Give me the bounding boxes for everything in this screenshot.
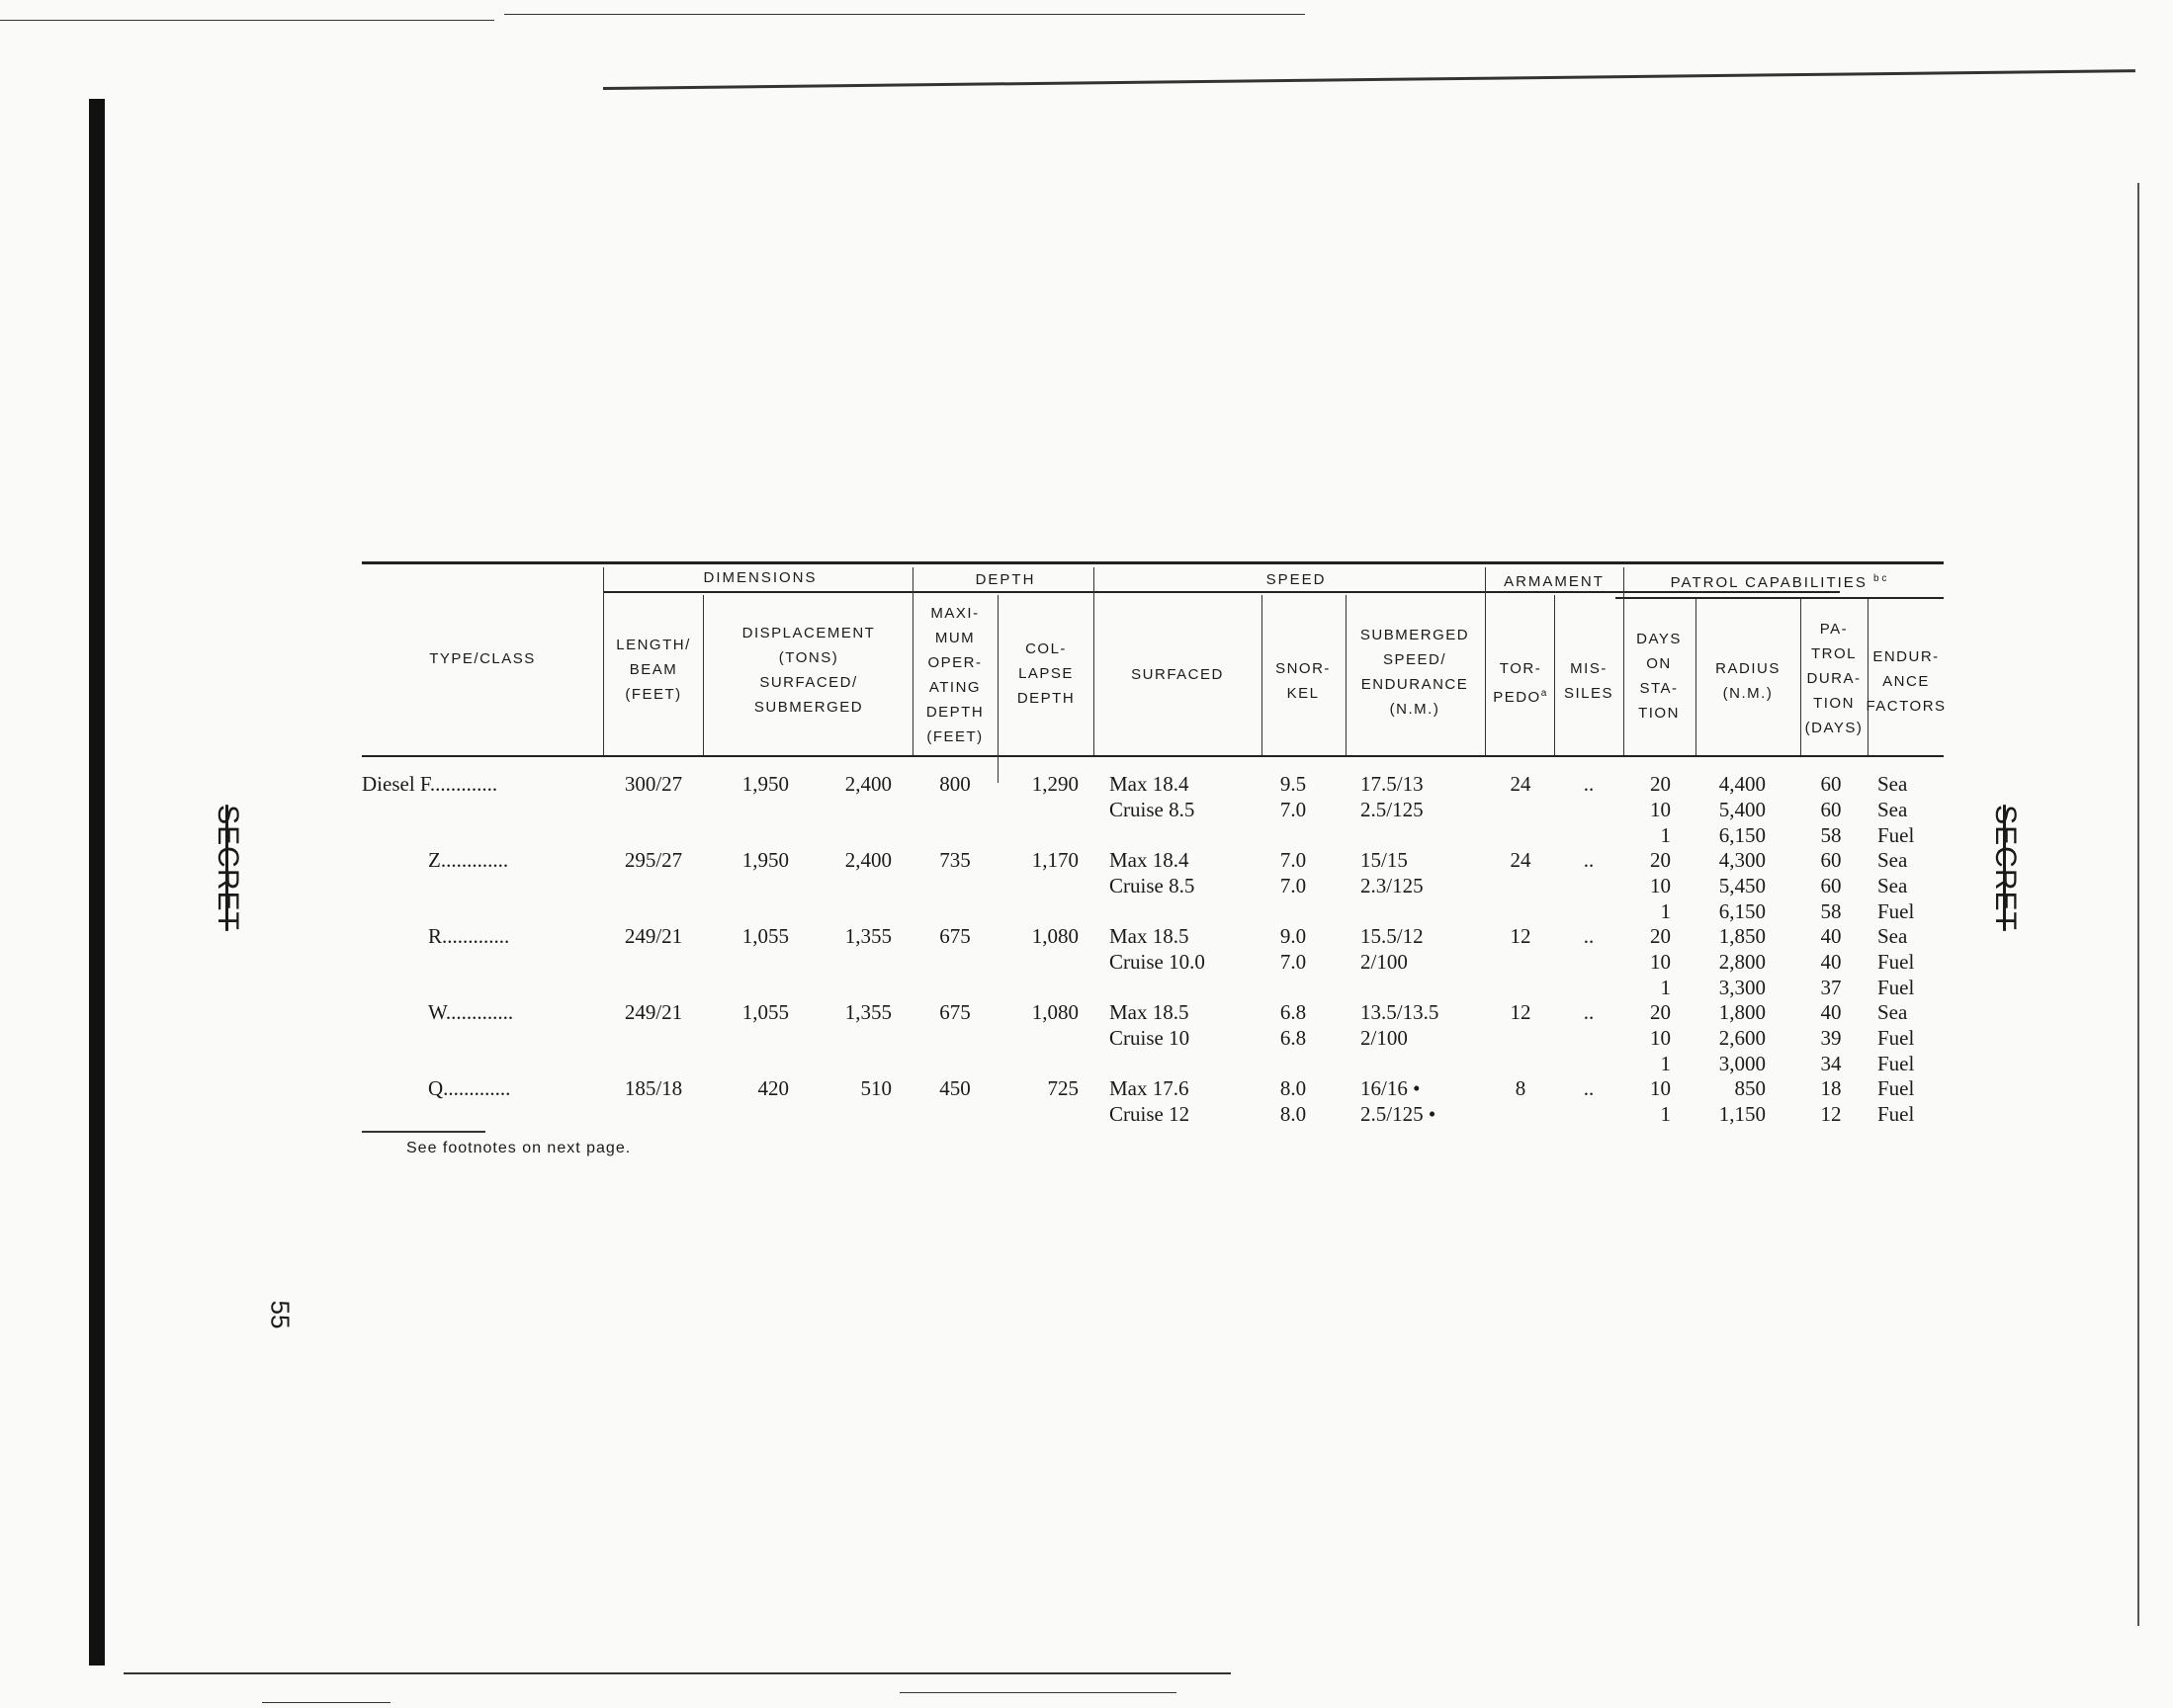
max-depth-cell: 675 (939, 924, 971, 948)
missiles-cell: .. (1583, 848, 1595, 872)
group-armament: ARMAMENT (1504, 573, 1605, 590)
endurance-factor-cell: Sea (1877, 848, 1908, 872)
submerged-speed-cell: 15.5/12 (1360, 924, 1424, 948)
col-divider (1346, 595, 1347, 755)
missiles-cell: .. (1583, 924, 1595, 948)
displacement-submerged-cell: 1,355 (844, 1000, 892, 1024)
col-divider (703, 595, 704, 755)
group-dimensions: DIMENSIONS (703, 569, 818, 586)
header-radius: RADIUS (N.M.) (1715, 660, 1781, 702)
col-divider (1554, 595, 1555, 755)
days-on-station-cell: 20 (1650, 924, 1671, 948)
surfaced-speed-cell: Max 18.5 (1109, 1000, 1189, 1024)
submerged-speed-cell: 16/16 • (1360, 1076, 1421, 1100)
submerged-speed-cell: 2/100 (1360, 949, 1408, 974)
length-beam-cell: 185/18 (624, 1076, 683, 1100)
header-max-depth: MAXI- MUM OPER- ATING DEPTH (FEET) (925, 605, 985, 745)
patrol-duration-cell: 12 (1820, 1101, 1842, 1126)
snorkel-speed-cell: 6.8 (1279, 1025, 1307, 1050)
type-class-cell: W............. (428, 1000, 514, 1024)
patrol-duration-cell: 58 (1820, 822, 1842, 847)
missiles-cell: .. (1583, 1000, 1595, 1024)
classification-right: SECRET (1989, 805, 2022, 931)
displacement-surfaced-cell: 1,055 (741, 1000, 789, 1024)
type-class-cell: R............. (428, 924, 510, 948)
footnote-rule (362, 1131, 485, 1133)
col-divider (1093, 567, 1094, 755)
right-page-edge (2137, 183, 2139, 1626)
collapse-depth-cell: 1,080 (1031, 924, 1079, 948)
endurance-factor-cell: Fuel (1877, 1051, 1915, 1075)
footnote: See footnotes on next page. (406, 1140, 632, 1156)
bottom-scan-line (262, 1702, 391, 1703)
surfaced-speed-cell: Cruise 10.0 (1109, 949, 1205, 974)
col-divider (1623, 567, 1624, 755)
displacement-surfaced-cell: 1,055 (741, 924, 789, 948)
length-beam-cell: 295/27 (624, 848, 683, 872)
header-displacement: DISPLACEMENT (TONS) SURFACED/ SUBMERGED (741, 625, 876, 716)
endurance-factor-cell: Sea (1877, 924, 1908, 948)
collapse-depth-cell: 1,080 (1031, 1000, 1079, 1024)
patrol-duration-cell: 60 (1820, 797, 1842, 821)
days-on-station-cell: 10 (1650, 797, 1671, 821)
patrol-rule (1615, 597, 1944, 599)
torpedo-cell: 24 (1510, 772, 1531, 796)
patrol-duration-cell: 34 (1820, 1051, 1842, 1075)
endurance-factor-cell: Fuel (1877, 822, 1915, 847)
length-beam-cell: 249/21 (624, 1000, 683, 1024)
snorkel-speed-cell: 7.0 (1279, 797, 1307, 821)
patrol-duration-cell: 40 (1820, 949, 1842, 974)
days-on-station-cell: 20 (1650, 1000, 1671, 1024)
snorkel-speed-cell: 7.0 (1279, 848, 1307, 872)
days-on-station-cell: 1 (1660, 1051, 1671, 1075)
surfaced-speed-cell: Max 18.4 (1109, 772, 1189, 796)
patrol-duration-cell: 58 (1820, 898, 1842, 923)
col-divider (1261, 595, 1262, 755)
type-class-cell: Diesel F............. (362, 772, 498, 796)
header-torpedo-label: TOR- PEDO (1493, 660, 1542, 706)
days-on-station-cell: 10 (1650, 1076, 1671, 1100)
collapse-depth-cell: 1,290 (1031, 772, 1079, 796)
radius-cell: 5,450 (1718, 873, 1766, 897)
header-bottom-rule (362, 755, 1944, 757)
days-on-station-cell: 10 (1650, 873, 1671, 897)
group-depth: DEPTH (975, 571, 1036, 588)
snorkel-speed-cell: 8.0 (1279, 1076, 1307, 1100)
endurance-factor-cell: Fuel (1877, 1076, 1915, 1100)
patrol-duration-cell: 40 (1820, 1000, 1842, 1024)
header-torpedo (1493, 656, 1548, 710)
torpedo-cell: 24 (1510, 848, 1531, 872)
radius-cell: 6,150 (1718, 898, 1766, 923)
radius-cell: 1,800 (1718, 1000, 1766, 1024)
type-class-cell: Z............. (428, 848, 509, 872)
radius-cell: 2,800 (1718, 949, 1766, 974)
max-depth-cell: 450 (939, 1076, 971, 1100)
patrol-duration-cell: 37 (1820, 975, 1842, 999)
endurance-factor-cell: Fuel (1877, 975, 1915, 999)
radius-cell: 2,600 (1718, 1025, 1766, 1050)
surfaced-speed-cell: Max 18.5 (1109, 924, 1189, 948)
torpedo-cell: 12 (1510, 924, 1531, 948)
binder-edge (89, 99, 105, 1665)
bottom-scan-line-2 (900, 1692, 1176, 1693)
submerged-speed-cell: 2.5/125 • (1360, 1101, 1436, 1126)
snorkel-speed-cell: 6.8 (1279, 1000, 1307, 1024)
top-rule (603, 69, 2135, 90)
submerged-speed-cell: 13.5/13.5 (1360, 1000, 1439, 1024)
group-patrol-label: PATROL CAPABILITIES (1670, 574, 1868, 591)
days-on-station-cell: 1 (1660, 975, 1671, 999)
submerged-speed-cell: 15/15 (1360, 848, 1408, 872)
endurance-factor-cell: Sea (1877, 873, 1908, 897)
snorkel-speed-cell: 8.0 (1279, 1101, 1307, 1126)
header-endurance: ENDUR- ANCE FACTORS (1866, 648, 1947, 715)
surfaced-speed-cell: Cruise 8.5 (1109, 873, 1195, 897)
displacement-surfaced-cell: 1,950 (741, 848, 789, 872)
max-depth-cell: 735 (939, 848, 971, 872)
displacement-surfaced-cell: 420 (757, 1076, 789, 1100)
missiles-cell: .. (1583, 1076, 1595, 1100)
radius-cell: 3,000 (1718, 1051, 1766, 1075)
displacement-submerged-cell: 2,400 (844, 772, 892, 796)
col-divider (1695, 599, 1696, 755)
torpedo-cell: 8 (1515, 1076, 1526, 1100)
type-class-cell: Q............. (428, 1076, 511, 1100)
speed-rule (1093, 591, 1840, 593)
header-days-on-station: DAYS ON STA- TION (1636, 631, 1682, 722)
endurance-factor-cell: Fuel (1877, 1025, 1915, 1050)
col-divider (603, 567, 604, 755)
top-scan-line-2 (504, 14, 1305, 15)
header-snorkel: SNOR- KEL (1275, 660, 1331, 702)
surfaced-speed-cell: Cruise 8.5 (1109, 797, 1195, 821)
displacement-surfaced-cell: 1,950 (741, 772, 789, 796)
header-length-beam: LENGTH/ BEAM (FEET) (616, 637, 691, 703)
surfaced-speed-cell: Cruise 10 (1109, 1025, 1190, 1050)
header-type-class: TYPE/CLASS (429, 650, 536, 667)
submerged-speed-cell: 2/100 (1360, 1025, 1408, 1050)
days-on-station-cell: 20 (1650, 848, 1671, 872)
endurance-factor-cell: Sea (1877, 1000, 1908, 1024)
header-missiles: MIS- SILES (1563, 660, 1614, 702)
endurance-factor-cell: Sea (1877, 772, 1908, 796)
length-beam-cell: 300/27 (624, 772, 683, 796)
length-beam-cell: 249/21 (624, 924, 683, 948)
radius-cell: 850 (1734, 1076, 1766, 1100)
radius-cell: 1,150 (1718, 1101, 1766, 1126)
max-depth-cell: 800 (939, 772, 971, 796)
classification-left: SECRET (212, 805, 244, 931)
snorkel-speed-cell: 7.0 (1279, 873, 1307, 897)
col-divider (998, 595, 999, 783)
snorkel-speed-cell: 9.5 (1279, 772, 1307, 796)
displacement-submerged-cell: 1,355 (844, 924, 892, 948)
submerged-speed-cell: 2.3/125 (1360, 873, 1424, 897)
displacement-submerged-cell: 2,400 (844, 848, 892, 872)
header-surfaced: SURFACED (1131, 666, 1224, 683)
bottom-rule (124, 1672, 1231, 1674)
displacement-submerged-cell: 510 (860, 1076, 892, 1100)
endurance-factor-cell: Fuel (1877, 1101, 1915, 1126)
patrol-duration-cell: 60 (1820, 873, 1842, 897)
col-divider (1800, 599, 1801, 755)
missiles-cell: .. (1583, 772, 1595, 796)
radius-cell: 4,400 (1718, 772, 1766, 796)
surfaced-speed-cell: Max 17.6 (1109, 1076, 1189, 1100)
endurance-factor-cell: Fuel (1877, 949, 1915, 974)
endurance-factor-cell: Fuel (1877, 898, 1915, 923)
collapse-depth-cell: 1,170 (1031, 848, 1079, 872)
patrol-duration-cell: 60 (1820, 772, 1842, 796)
col-divider (1485, 567, 1486, 755)
top-scan-line (0, 20, 494, 21)
days-on-station-cell: 1 (1660, 822, 1671, 847)
radius-cell: 6,150 (1718, 822, 1766, 847)
group-speed: SPEED (1265, 571, 1327, 588)
header-torpedo-note: a (1540, 688, 1548, 699)
snorkel-speed-cell: 7.0 (1279, 949, 1307, 974)
submerged-speed-cell: 17.5/13 (1360, 772, 1424, 796)
days-on-station-cell: 1 (1660, 1101, 1671, 1126)
surfaced-speed-cell: Cruise 12 (1109, 1101, 1190, 1126)
surfaced-speed-cell: Max 18.4 (1109, 848, 1189, 872)
radius-cell: 1,850 (1718, 924, 1766, 948)
snorkel-speed-cell: 9.0 (1279, 924, 1307, 948)
header-collapse-depth: COL- LAPSE DEPTH (1016, 640, 1076, 707)
collapse-depth-cell: 725 (1047, 1076, 1079, 1100)
endurance-factor-cell: Sea (1877, 797, 1908, 821)
header-patrol-duration: PA- TROL DURA- TION (DAYS) (1804, 621, 1864, 736)
submerged-speed-cell: 2.5/125 (1360, 797, 1424, 821)
max-depth-cell: 675 (939, 1000, 971, 1024)
patrol-duration-cell: 18 (1820, 1076, 1842, 1100)
torpedo-cell: 12 (1510, 1000, 1531, 1024)
radius-cell: 5,400 (1718, 797, 1766, 821)
days-on-station-cell: 20 (1650, 772, 1671, 796)
patrol-duration-cell: 60 (1820, 848, 1842, 872)
patrol-duration-cell: 39 (1820, 1025, 1842, 1050)
group-patrol-note: b c (1872, 573, 1887, 584)
table-top-rule (362, 561, 1944, 564)
days-on-station-cell: 1 (1660, 898, 1671, 923)
group-patrol (1671, 573, 1887, 591)
header-submerged: SUBMERGED SPEED/ ENDURANCE (N.M.) (1359, 627, 1470, 718)
page-number: 55 (265, 1300, 296, 1329)
days-on-station-cell: 10 (1650, 1025, 1671, 1050)
radius-cell: 3,300 (1718, 975, 1766, 999)
days-on-station-cell: 10 (1650, 949, 1671, 974)
patrol-duration-cell: 40 (1820, 924, 1842, 948)
radius-cell: 4,300 (1718, 848, 1766, 872)
